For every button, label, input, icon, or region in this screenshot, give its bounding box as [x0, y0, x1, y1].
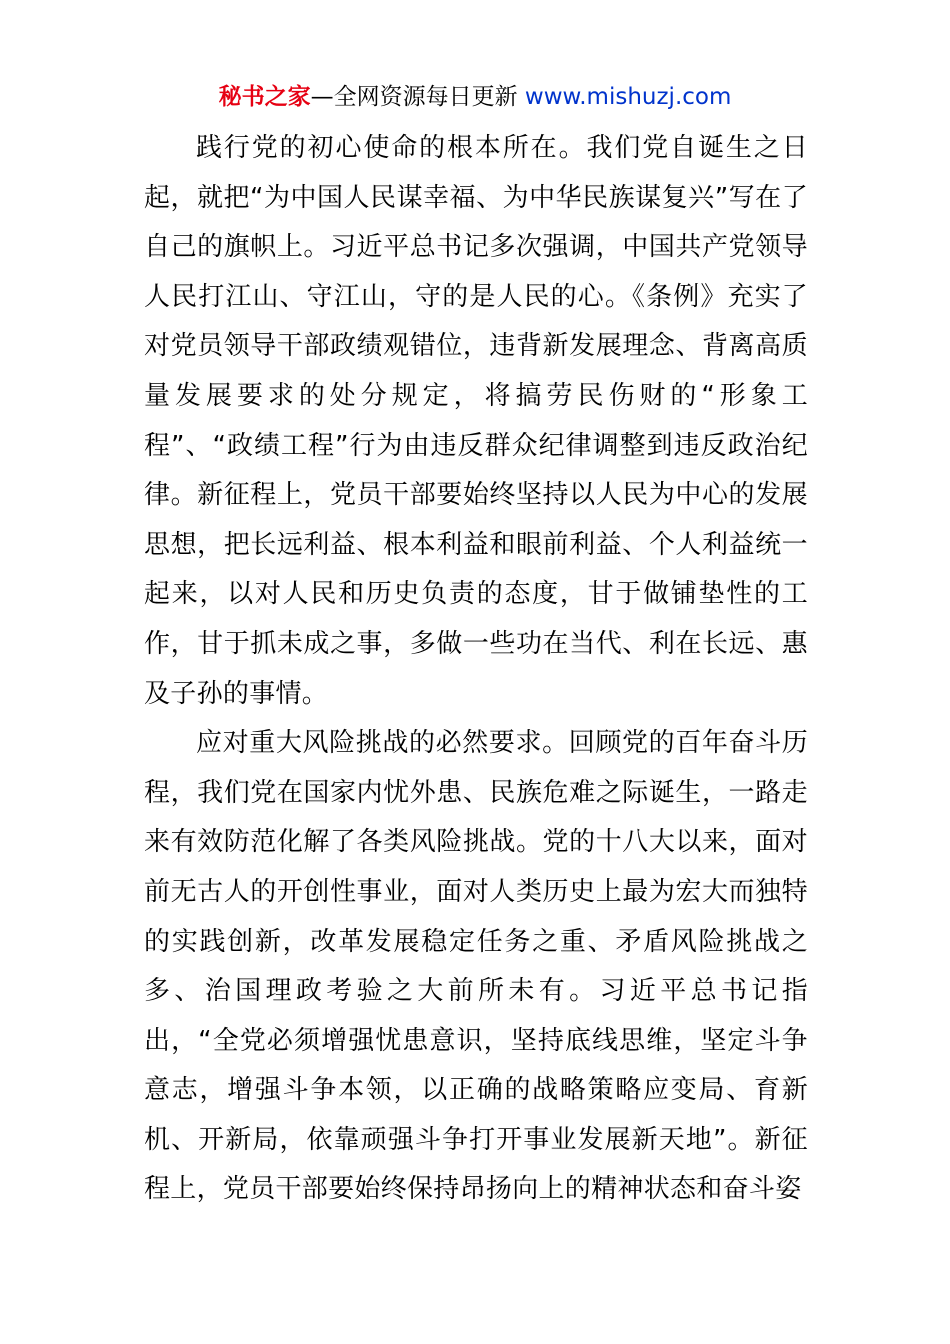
document-body [144, 124, 808, 1215]
header-slogan: —全网资源每日更新 [310, 84, 518, 110]
paragraph-1: 践行党的初心使命的根本所在。我们党自诞生之日起，就把“为中国人民谋幸福、为中华民族谋复兴”写在了自己的旗帜上。习近平总书记多次强调，中国共产党领导人民打江山、守江山，守的是人民的心。《条例》充实了对党员领导干部政绩观错位，违背新发展理念、背离高质量发展要求的处分规定，将搞劳民伤财的“形象工程”、“政绩工程”行为由违反群众纪律调整到违反政治纪律。新征程上，党员干部要始终坚持以人民为中心的发展思想，把长远利益、根本利益和眼前利益、个人利益统一起来，以对人民和历史负责的态度，甘于做铺垫性的工作，甘于抓未成之事，多做一些功在当代、利在长远、惠及子孙的事情。 [144, 133, 808, 709]
page-header [0, 80, 950, 114]
brand-name: 秘书之家 [218, 84, 311, 110]
website-url[interactable]: www.mishuzj.com [524, 84, 732, 110]
paragraph-2: 应对重大风险挑战的必然要求。回顾党的百年奋斗历程，我们党在国家内忧外患、民族危难之际诞生，一路走来有效防范化解了各类风险挑战。党的十八大以来，面对前无古人的开创性事业，面对人类历史上最为宏大而独特的实践创新，改革发展稳定任务之重、矛盾风险挑战之多、治国理政考验之大前所未有。习近平总书记指出，“全党必须增强忧患意识，坚持底线思维，坚定斗争意志，增强斗争本领，以正确的战略策略应变局、育新机、开新局，依靠顽强斗争打开事业发展新天地”。新征程上，党员干部要始终保持昂扬向上的精神状态和奋斗姿 [144, 728, 808, 1205]
